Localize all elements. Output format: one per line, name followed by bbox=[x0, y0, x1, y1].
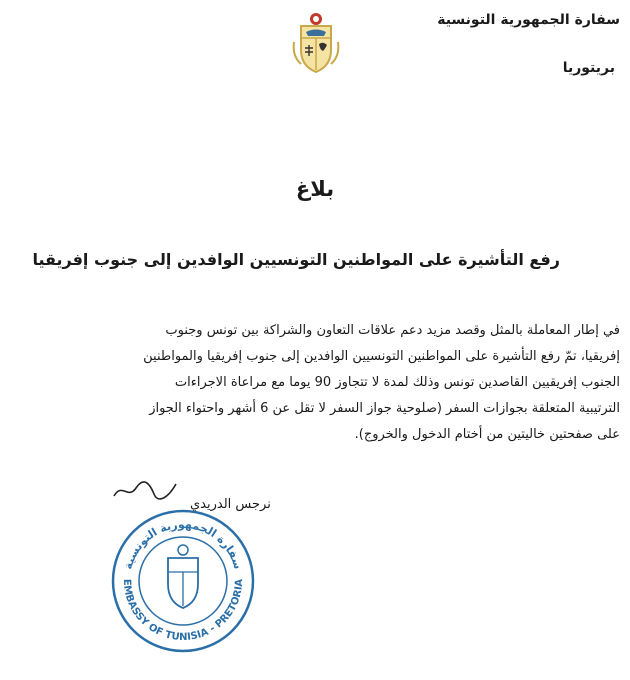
body-line: إفريقيا، تمّ رفع التأشيرة على المواطنين التونسيين الوافدين إلى جنوب إفريقيا والمواطنين bbox=[143, 349, 620, 364]
notice-title: بلاغ bbox=[295, 177, 335, 201]
embassy-stamp bbox=[108, 506, 258, 656]
stamp-bottom-text: EMBASSY OF TUNISIA - PRETORIA bbox=[120, 578, 246, 644]
tunisia-coat-of-arms-icon bbox=[289, 12, 343, 74]
handwritten-signature bbox=[110, 478, 180, 502]
body-line: الجنوب إفريقيين القاصدين تونس وذلك لمدة لا تتجاوز 90 يوما مع مراعاة الاجراءات bbox=[174, 375, 620, 390]
body-line: على صفحتين خاليتين من أختام الدخول والخروج). bbox=[354, 427, 620, 442]
embassy-city: بريتوريا bbox=[562, 60, 615, 76]
body-line: الترتيبية المتعلقة بجوازات السفر (صلوحية جواز السفر لا تقل عن 6 أشهر واحتواء الجواز bbox=[149, 401, 620, 416]
embassy-name: سفارة الجمهورية التونسية bbox=[437, 12, 620, 28]
stamp-top-text: سفارة الجمهورية التونسية bbox=[121, 517, 245, 571]
notice-body bbox=[40, 318, 620, 448]
signatory-name: نرجس الدريدي bbox=[190, 497, 271, 512]
body-line: في إطار المعاملة بالمثل وقصد مزيد دعم علاقات التعاون والشراكة بين تونس وجنوب bbox=[165, 323, 620, 338]
notice-subject: رفع التأشيرة على المواطنين التونسيين الوافدين إلى جنوب إفريقيا bbox=[32, 250, 560, 269]
